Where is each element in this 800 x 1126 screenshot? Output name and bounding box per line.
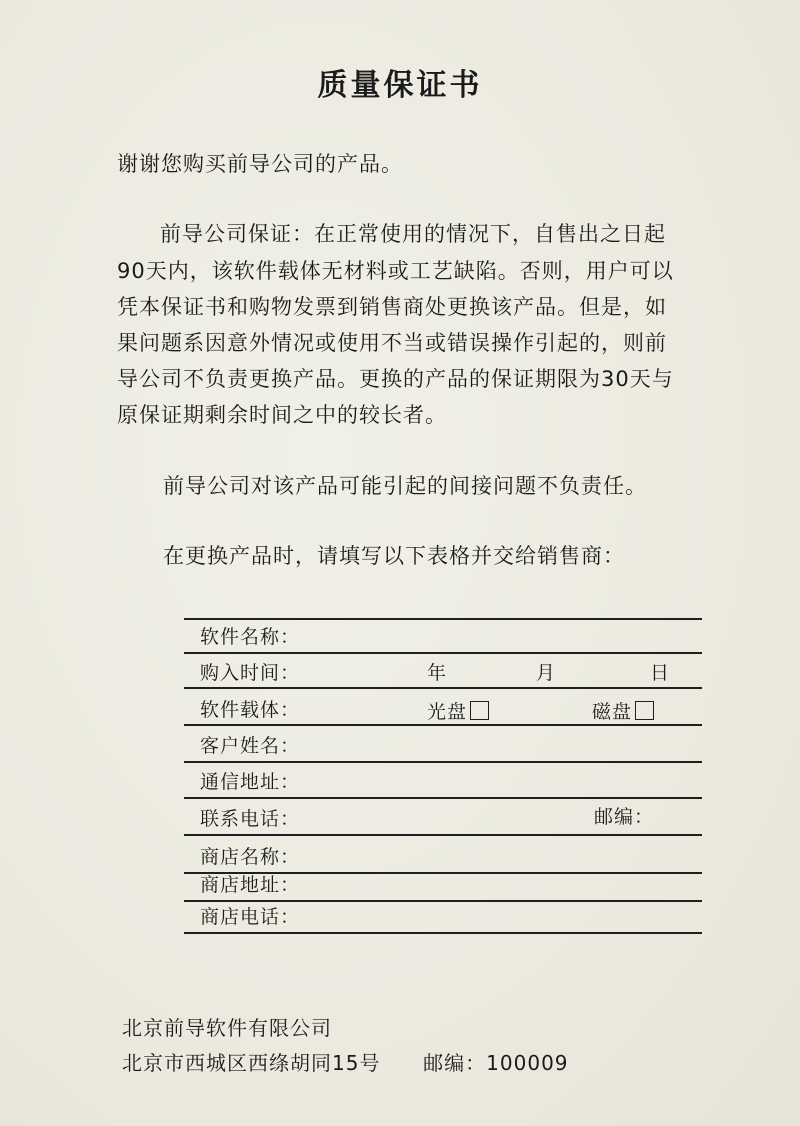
form-rule xyxy=(184,724,702,726)
greeting-text: 谢谢您购买前导公司的产品。 xyxy=(117,152,403,176)
form-rule xyxy=(184,797,702,799)
disk-option[interactable] xyxy=(592,701,654,722)
disclaimer-text: 前导公司对该产品可能引起的间接问题不负责任。 xyxy=(163,474,647,498)
warranty-line-2: 90天内，该软件载体无材料或工艺缺陷。否则，用户可以 xyxy=(117,259,674,283)
form-rule xyxy=(184,618,702,620)
phone-label: 联系电话： xyxy=(200,808,301,830)
warranty-line-5: 导公司不负责更换产品。更换的产品的保证期限为30天与 xyxy=(117,367,674,391)
warranty-line-4: 果问题系因意外情况或使用不当或错误操作引起的，则前 xyxy=(117,331,667,355)
document-title: 质量保证书 xyxy=(317,68,483,103)
form-rule xyxy=(184,834,702,836)
day-label: 日 xyxy=(650,662,671,684)
disk-checkbox[interactable] xyxy=(635,701,654,720)
postcode-label: 邮编： xyxy=(594,806,655,828)
cd-option[interactable] xyxy=(427,701,489,722)
year-label: 年 xyxy=(427,662,448,684)
form-rule xyxy=(184,761,702,763)
cd-checkbox[interactable] xyxy=(470,701,489,720)
customer-name-label: 客户姓名： xyxy=(200,735,301,757)
shop-name-label: 商店名称： xyxy=(200,846,301,868)
shop-address-label: 商店地址： xyxy=(200,874,301,896)
media-label: 软件载体： xyxy=(200,699,301,721)
footer-address: 北京市西城区西绦胡同15号 xyxy=(122,1051,381,1075)
warranty-line-1: 前导公司保证：在正常使用的情况下，自售出之日起 xyxy=(160,222,666,246)
form-rule xyxy=(184,687,702,689)
footer-company: 北京前导软件有限公司 xyxy=(122,1016,332,1040)
cd-label: 光盘 xyxy=(427,701,468,723)
warranty-line-3: 凭本保证书和购物发票到销售商处更换该产品。但是，如 xyxy=(117,295,667,319)
month-label: 月 xyxy=(536,662,557,684)
footer-postcode-label: 邮编： xyxy=(423,1051,487,1075)
form-rule xyxy=(184,900,702,902)
form-intro-text: 在更换产品时，请填写以下表格并交给销售商： xyxy=(163,544,625,568)
shop-phone-label: 商店电话： xyxy=(200,906,301,928)
footer-postcode: 100009 xyxy=(486,1051,569,1075)
purchase-time-label: 购入时间： xyxy=(200,662,301,684)
form-rule xyxy=(184,932,702,934)
footer-address-line xyxy=(122,1047,569,1076)
form-rule xyxy=(184,652,702,654)
disk-label: 磁盘 xyxy=(592,701,633,723)
warranty-line-6: 原保证期剩余时间之中的较长者。 xyxy=(117,403,447,427)
address-label: 通信地址： xyxy=(200,771,301,793)
software-name-label: 软件名称： xyxy=(200,626,301,648)
replacement-form xyxy=(184,618,702,948)
